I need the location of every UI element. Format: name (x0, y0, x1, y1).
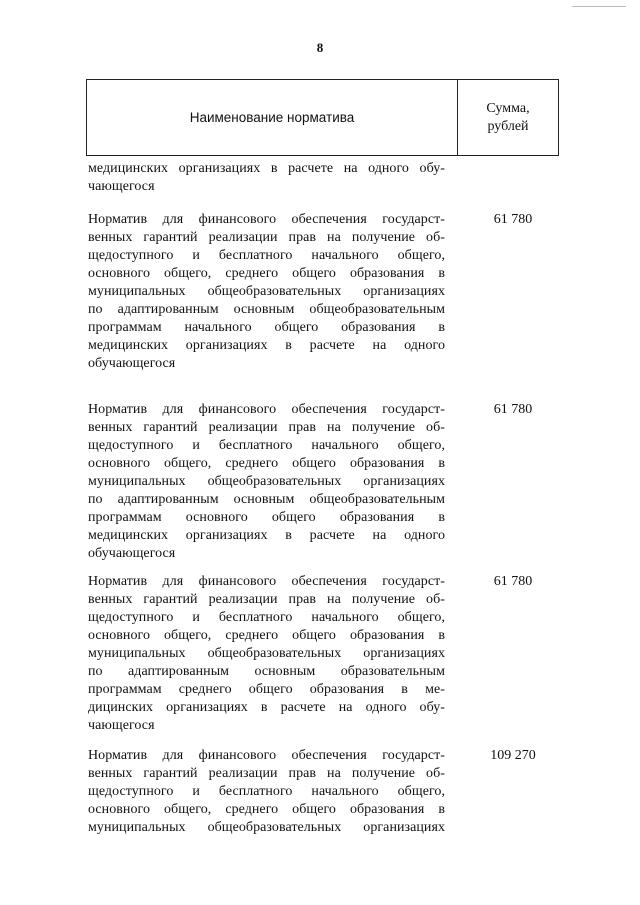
text-line: муниципальных общеобразовательных организациях (88, 646, 445, 661)
row-sum: 61 780 (493, 574, 533, 589)
text-line: муниципальных общеобразовательных организациях (88, 820, 445, 835)
table-row (88, 747, 568, 837)
text-line: Норматив для финансового обеспечения государст- (88, 748, 445, 763)
text-line: чающегося (88, 179, 155, 194)
text-line: Норматив для финансового обеспечения государст- (88, 574, 445, 589)
column-header-name: Наименование норматива (189, 110, 355, 125)
row-sum: 61 780 (493, 212, 533, 227)
row-sum: 109 270 (490, 748, 536, 763)
row-description (88, 160, 445, 196)
page-number: 8 (316, 40, 324, 55)
text-line: основного общего, среднего общего образования в (88, 266, 445, 281)
text-line: медицинских организациях в расчете на одного (88, 338, 445, 353)
text-line: медицинских организациях в расчете на одного обу- (88, 161, 445, 176)
text-line: муниципальных общеобразовательных организациях (88, 284, 445, 299)
text-line: основного общего, среднего общего образования в (88, 802, 445, 817)
text-line: основного общего, среднего общего образования в (88, 456, 445, 471)
text-line: обучающегося (88, 356, 176, 371)
scan-edge-line (572, 6, 626, 7)
text-line: основного общего, среднего общего образования в (88, 628, 445, 643)
column-header-sum: Сумма, рублей (486, 100, 530, 134)
text-line: обучающегося (88, 546, 176, 561)
text-line: щедоступного и бесплатного начального общего, (88, 248, 445, 263)
text-line: программам основного общего образования в (88, 510, 445, 525)
text-line: Норматив для финансового обеспечения государст- (88, 402, 445, 417)
row-description (88, 573, 445, 735)
text-line: Норматив для финансового обеспечения государст- (88, 212, 445, 227)
table-row (88, 160, 568, 196)
row-description (88, 401, 445, 563)
text-line: дицинских организациях в расчете на одного обу- (88, 700, 445, 715)
text-line: по адаптированным основным образовательным (88, 664, 445, 679)
text-line: по адаптированным основным общеобразовательным (88, 492, 445, 507)
row-sum: 61 780 (493, 402, 533, 417)
text-line: венных гарантий реализации прав на получение об- (88, 420, 445, 435)
row-description (88, 211, 445, 373)
row-description (88, 747, 445, 837)
text-line: программам среднего общего образования в ме- (88, 682, 445, 697)
text-line: программам начального общего образования в (88, 320, 445, 335)
text-line: венных гарантий реализации прав на получение об- (88, 230, 445, 245)
text-line: медицинских организациях в расчете на одного (88, 528, 445, 543)
text-line: венных гарантий реализации прав на получение об- (88, 766, 445, 781)
table-row (88, 211, 568, 373)
text-line: муниципальных общеобразовательных организациях (88, 474, 445, 489)
text-line: по адаптированным основным общеобразовательным (88, 302, 445, 317)
table-header (86, 79, 559, 156)
text-line: щедоступного и бесплатного начального общего, (88, 784, 445, 799)
text-line: чающегося (88, 718, 155, 733)
table-row (88, 401, 568, 563)
text-line: щедоступного и бесплатного начального общего, (88, 610, 445, 625)
text-line: щедоступного и бесплатного начального общего, (88, 438, 445, 453)
table-row (88, 573, 568, 735)
text-line: венных гарантий реализации прав на получение об- (88, 592, 445, 607)
